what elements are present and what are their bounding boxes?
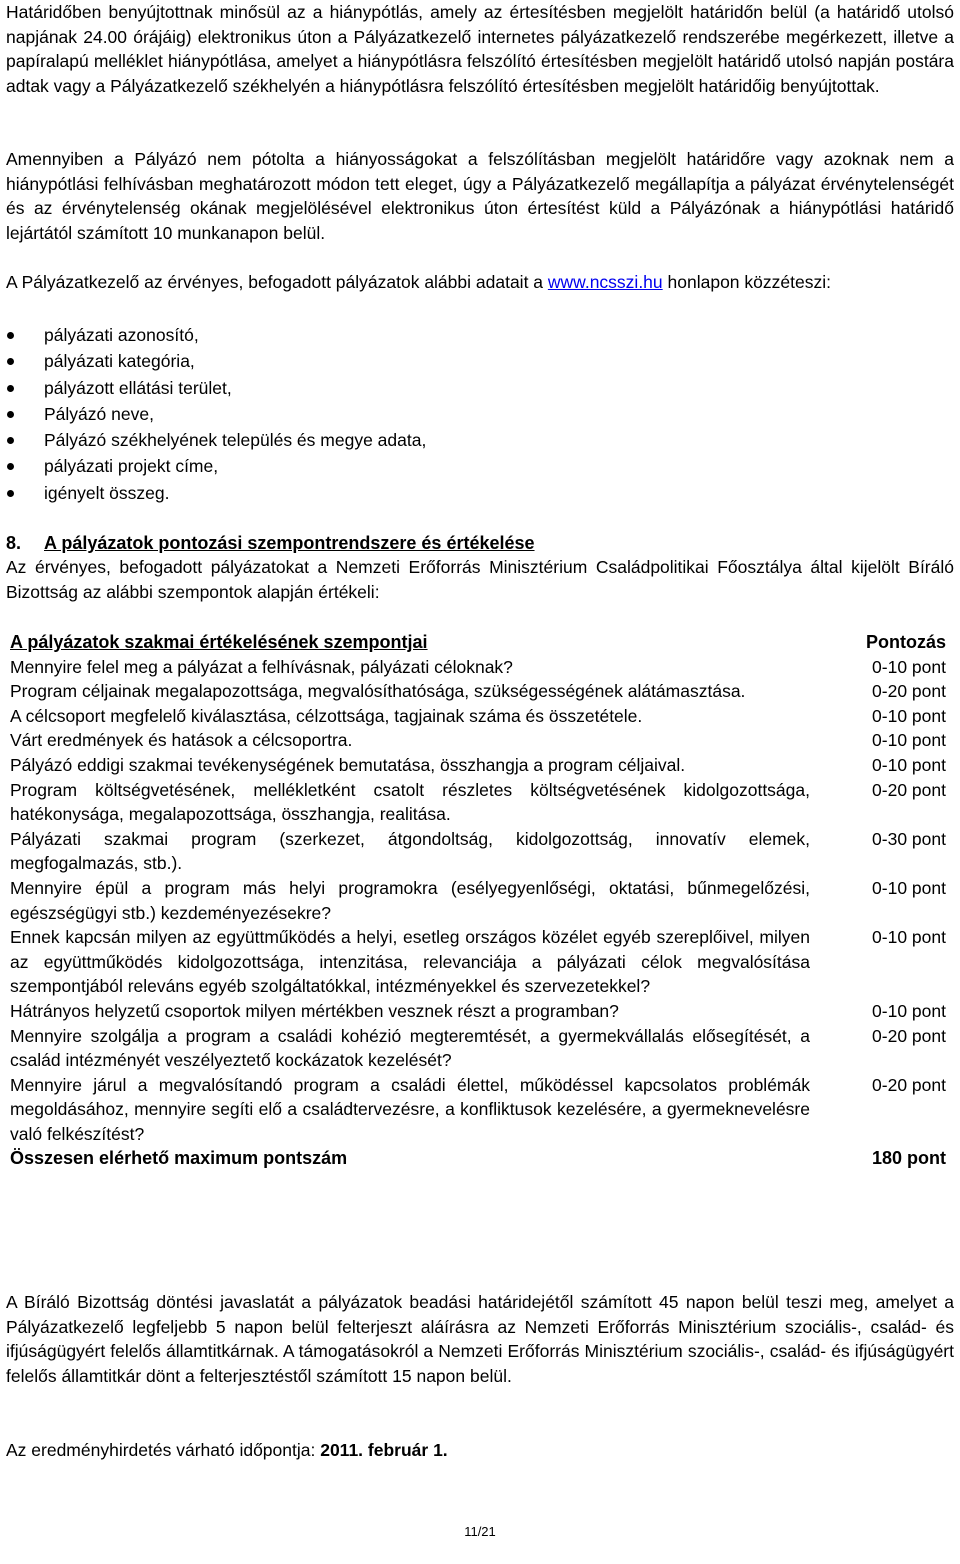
criterion-cell: Mennyire járul a megvalósítandó program a családi élettel, működéssel kapcsolatos problémák megoldásához, mennyire segíti elő a családtervezésre, a konfliktusok kezelésére, a gyermeknevelésre való felkészítést? (10, 1074, 810, 1144)
points-cell: 0-20 pont (872, 681, 946, 702)
points-cell: 0-20 pont (872, 1025, 946, 1046)
header-criterion: A pályázatok szakmai értékelésének szempontjai (10, 632, 428, 652)
paragraph-text (6, 270, 954, 295)
section-title: A pályázatok pontozási szempontrendszere és értékelése (44, 533, 535, 553)
points-cell: 0-10 pont (872, 1000, 946, 1021)
criterion-cell: Hátrányos helyzetű csoportok milyen mértékben vesznek részt a programban? (10, 1000, 619, 1021)
table-total-row (10, 1146, 946, 1171)
announcement-date: 2011. február 1. (320, 1440, 448, 1460)
list-item: Pályázó székhelyének település és megye adata, (0, 427, 900, 453)
header-points: Pontozás (865, 632, 946, 652)
points-cell: 0-10 pont (872, 754, 946, 775)
total-label: Összesen elérhető maximum pontszám (10, 1148, 348, 1169)
paragraph-text-end: honlapon közzéteszi: (662, 272, 831, 292)
list-item: pályázati projekt címe, (0, 453, 900, 479)
paragraph-text (6, 1438, 954, 1463)
criterion-cell: Program költségvetésének, mellékletként csatolt részletes költségvetésének kidolgozottsága, hatékonysága, megalapozottsága, összhangja, realitása. (10, 779, 810, 825)
paragraph-publication (6, 270, 954, 295)
page-number: 11/21 (464, 1524, 496, 1539)
paragraph-text: A Bíráló Bizottság döntési javaslatát a pályázatok beadási határidejétől számított 45 napon belül teszi meg, amelyet a Pályázatkezelő legfeljebb 5 napon belül felterjeszt aláírásra az Nemzeti Erőforrás Minisztérium szociális-, család- és ifjúságügyért felelős államtitkárnak. A támogatásokról a Nemzeti Erőforrás Minisztérium szociális-, család- és ifjúságügyért felelős államtitkár dönt a felterjesztéstől számított 15 napon belül. (6, 1292, 954, 1386)
paragraph-invalidity (6, 147, 954, 245)
paragraph-evaluation (6, 555, 954, 604)
list-item: igényelt összeg. (0, 480, 900, 506)
list-item: pályázati kategória, (0, 348, 900, 374)
scoring-table (10, 630, 946, 1171)
list-item: pályázati azonosító, (0, 322, 900, 348)
table-row (10, 1073, 946, 1147)
criterion-cell: Mennyire szolgálja a program a családi kohézió megteremtését, a gyermekvállalás elősegítését, a család intézményét veszélyeztető kockázatok kezelését? (10, 1025, 810, 1071)
list-item: pályázott ellátási terület, (0, 375, 900, 401)
table-row (10, 778, 946, 827)
paragraph-announcement (6, 1438, 954, 1463)
points-cell: 0-10 pont (872, 705, 946, 726)
website-link[interactable]: www.ncsszi.hu (547, 272, 663, 292)
criterion-cell: Mennyire felel meg a pályázat a felhívásnak, pályázati céloknak? (10, 656, 513, 677)
criterion-cell: Program céljainak megalapozottsága, megvalósíthatósága, szükségességének alátámasztása. (10, 681, 746, 702)
points-cell: 0-10 pont (872, 927, 946, 948)
table-row (10, 728, 946, 753)
criterion-cell: Pályázó eddigi szakmai tevékenységének bemutatása, összhangja a program céljaival. (10, 754, 686, 775)
criterion-cell: Ennek kapcsán milyen az együttműködés a helyi, esetleg országos közélet egyéb szereplőivel, milyen az együttműködés kidolgozottsága, intenzitása, relevanciája a pályázati célok megvalósítása szempontjából releváns egyéb szolgáltatókkal, intézményekkel és szervezetekkel? (10, 927, 810, 997)
paragraph-text: Az érvényes, befogadott pályázatokat a Nemzeti Erőforrás Minisztérium Családpolitikai Főosztálya által kijelölt Bíráló Bizottság az alábbi szempontok alapján értékeli: (6, 557, 954, 602)
list-item: Pályázó neve, (0, 401, 900, 427)
points-cell: 0-10 pont (872, 656, 946, 677)
published-data-list (0, 322, 900, 506)
section-heading (6, 531, 535, 555)
points-cell: 0-10 pont (872, 730, 946, 751)
total-points: 180 pont (871, 1148, 946, 1169)
table-row (10, 999, 946, 1024)
table-row (10, 827, 946, 876)
table-row (10, 753, 946, 778)
paragraph-text-start: A Pályázatkezelő az érvényes, befogadott pályázatok alábbi adatait a (6, 272, 548, 292)
criterion-cell: Várt eredmények és hatások a célcsoportra. (10, 730, 353, 751)
table-header-row (10, 630, 946, 655)
table-row (10, 876, 946, 925)
points-cell: 0-30 pont (872, 828, 946, 849)
paragraph-text: Amennyiben a Pályázó nem pótolta a hiányosságokat a felszólításban megjelölt határidőre vagy azoknak nem a hiánypótlási felhívásban meghatározott módon tett eleget, úgy a Pályázatkezelő megállapítja a pályázat érvénytelenségét és az érvénytelenség okának megjelölésével elektronikus úton értesítést küld a Pályázónak a hiánypótlási határidő lejártától számított 10 munkanapon belül. (6, 149, 954, 243)
table-row (10, 704, 946, 729)
table-row (10, 655, 946, 680)
criterion-cell: A célcsoport megfelelő kiválasztása, célzottsága, tagjainak száma és összetétele. (10, 705, 643, 726)
points-cell: 0-10 pont (872, 877, 946, 898)
section-number: 8. (6, 533, 22, 553)
paragraph-decision (6, 1290, 954, 1388)
criterion-cell: Mennyire épül a program más helyi programokra (esélyegyenlőségi, oktatási, bűnmegelőzési, egészségügyi stb.) kezdeményezésekre? (10, 877, 810, 923)
paragraph-text: Határidőben benyújtottnak minősül az a hiánypótlás, amely az értesítésben megjelölt határidőn belül (a határidő utolsó napjának 24.00 órájáig) elektronikus úton a Pályázatkezelő internetes pályázatkezelő rendszerébe megérkezett, illetve a papíralapú melléklet hiánypótlása, amelyet a hiánypótlásra felszólító értesítésben megjelölt határidő utolsó napján postára adtak vagy a Pályázatkezelő székhelyén a hiánypótlásra felszólító értesítésben megjelölt határidőig benyújtottak. (6, 2, 954, 96)
points-cell: 0-20 pont (872, 1074, 946, 1095)
paragraph-deadline (6, 0, 954, 98)
table-row (10, 1024, 946, 1073)
announcement-text: Az eredményhirdetés várható időpontja: (6, 1440, 321, 1460)
table-row (10, 679, 946, 704)
table-row (10, 925, 946, 999)
points-cell: 0-20 pont (872, 779, 946, 800)
criterion-cell: Pályázati szakmai program (szerkezet, átgondoltság, kidolgozottság, innovatív elemek, megfogalmazás, stb.). (10, 828, 810, 874)
